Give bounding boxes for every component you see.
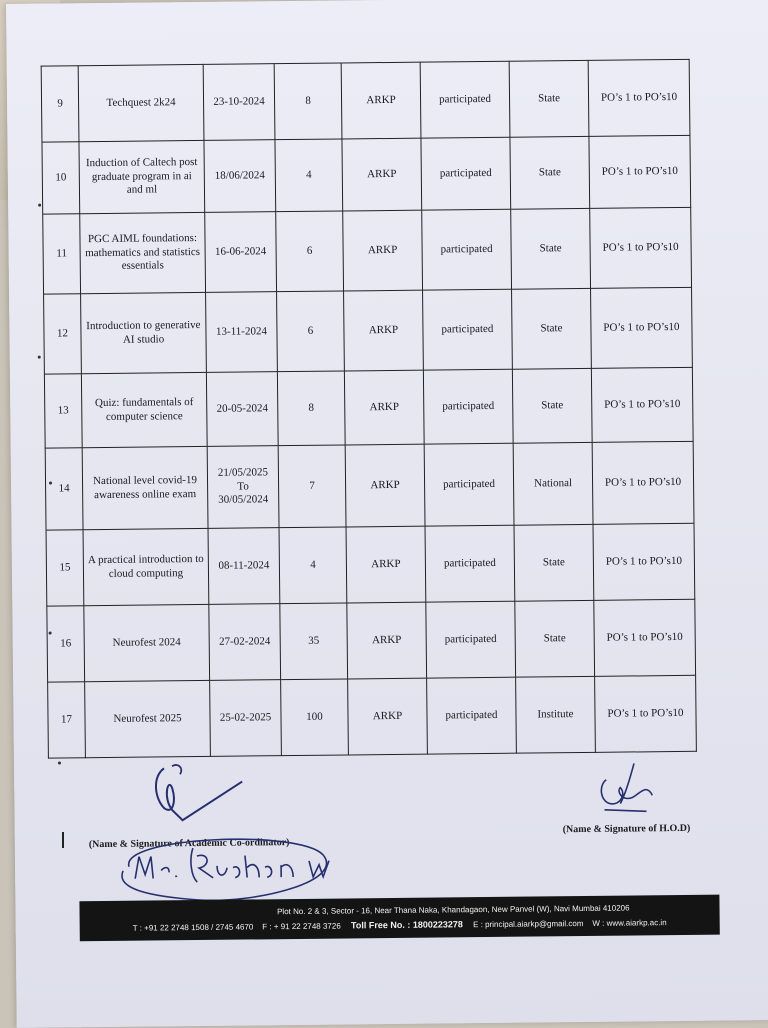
program-outcomes-cell: PO’s 1 to PO’s10 bbox=[590, 207, 692, 288]
participants-count-cell: 100 bbox=[281, 679, 349, 756]
program-outcomes-cell: PO’s 1 to PO’s10 bbox=[589, 135, 691, 208]
level-cell: State bbox=[511, 208, 591, 289]
status-cell: participated bbox=[425, 525, 515, 602]
status-cell: participated bbox=[424, 443, 514, 526]
date-cell: 21/05/2025 To 30/05/2024 bbox=[207, 446, 279, 529]
status-cell: participated bbox=[422, 209, 512, 290]
date-cell: 16-06-2024 bbox=[205, 212, 277, 293]
organizer-cell: ARKP bbox=[344, 290, 424, 371]
document-page bbox=[6, 0, 768, 1028]
activity-table-body bbox=[41, 59, 696, 758]
activity-name-cell: Techquest 2k24 bbox=[78, 64, 204, 141]
program-outcomes-cell: PO’s 1 to PO’s10 bbox=[593, 523, 695, 600]
organizer-cell: ARKP bbox=[342, 138, 422, 211]
organizer-cell: ARKP bbox=[344, 370, 424, 445]
participants-count-cell: 6 bbox=[277, 291, 345, 372]
program-outcomes-cell: PO’s 1 to PO’s10 bbox=[588, 59, 690, 136]
activity-name-cell: Induction of Caltech post graduate program in ai and ml bbox=[79, 140, 205, 213]
coordinator-signature-image bbox=[142, 757, 263, 828]
program-outcomes-cell: PO’s 1 to PO’s10 bbox=[592, 441, 694, 524]
participants-count-cell: 4 bbox=[279, 527, 347, 604]
status-cell: participated bbox=[427, 677, 517, 754]
serial-number-cell: 14 bbox=[45, 448, 83, 530]
program-outcomes-cell: PO’s 1 to PO’s10 bbox=[594, 599, 696, 676]
participants-count-cell: 8 bbox=[277, 371, 345, 446]
level-cell: Institute bbox=[516, 676, 596, 753]
status-cell: participated bbox=[426, 601, 516, 678]
organizer-cell: ARKP bbox=[346, 526, 426, 603]
table-row bbox=[45, 441, 694, 530]
status-cell: participated bbox=[420, 61, 510, 138]
activity-name-cell: National level covid-19 awareness online exam bbox=[82, 446, 208, 529]
organizer-cell: ARKP bbox=[347, 602, 427, 679]
participants-count-cell: 6 bbox=[276, 211, 344, 292]
date-cell: 20-05-2024 bbox=[206, 372, 278, 447]
date-cell: 25-02-2025 bbox=[210, 680, 282, 757]
footer-contact-line bbox=[80, 917, 720, 934]
activity-name-cell: Introduction to generative AI studio bbox=[81, 292, 207, 373]
program-outcomes-cell: PO’s 1 to PO’s10 bbox=[591, 287, 693, 368]
status-cell: participated bbox=[421, 137, 511, 210]
footer-website: W : www.aiarkp.ac.in bbox=[592, 918, 667, 928]
date-cell: 18/06/2024 bbox=[204, 140, 276, 213]
institution-footer bbox=[79, 895, 719, 942]
level-cell: State bbox=[512, 288, 592, 369]
coordinator-handwritten-name-image bbox=[109, 825, 340, 907]
footer-address: Plot No. 2 & 3, Sector - 16, Near Thana Naka, Khandagaon, New Panvel (W), Navi Mumbai 410206 bbox=[277, 903, 630, 917]
table-row bbox=[43, 207, 692, 294]
date-cell: 08-11-2024 bbox=[208, 528, 280, 605]
activity-table bbox=[41, 59, 697, 759]
participants-count-cell: 7 bbox=[278, 445, 346, 528]
table-row bbox=[44, 367, 693, 448]
margin-bar-mark bbox=[62, 832, 64, 848]
participants-count-cell: 4 bbox=[275, 139, 343, 212]
activity-name-cell: Neurofest 2025 bbox=[85, 680, 211, 757]
participants-count-cell: 8 bbox=[274, 63, 342, 140]
date-cell: 13-11-2024 bbox=[206, 292, 278, 373]
serial-number-cell: 13 bbox=[44, 374, 82, 448]
participants-count-cell: 35 bbox=[280, 603, 348, 680]
serial-number-cell: 15 bbox=[46, 530, 84, 606]
margin-dot bbox=[38, 356, 41, 359]
level-cell: National bbox=[513, 442, 593, 525]
coordinator-caption: (Name & Signature of Academic Co-ordinator) bbox=[88, 837, 290, 851]
status-cell: participated bbox=[423, 289, 513, 370]
footer-fax: F : + 91 22 2748 3726 bbox=[262, 921, 341, 932]
activity-name-cell: A practical introduction to cloud computing bbox=[83, 528, 209, 605]
level-cell: State bbox=[510, 136, 590, 209]
level-cell: State bbox=[515, 600, 595, 677]
date-cell: 27-02-2024 bbox=[209, 604, 281, 681]
footer-phone: T : +91 22 2748 1508 / 2745 4670 bbox=[132, 922, 254, 933]
level-cell: State bbox=[514, 524, 594, 601]
serial-number-cell: 16 bbox=[47, 606, 85, 682]
margin-dot bbox=[38, 204, 41, 207]
organizer-cell: ARKP bbox=[345, 444, 425, 527]
serial-number-cell: 10 bbox=[42, 142, 80, 214]
table-row bbox=[42, 135, 691, 214]
table-row bbox=[41, 59, 690, 142]
activity-name-cell: Neurofest 2024 bbox=[84, 604, 210, 681]
margin-dot bbox=[49, 482, 52, 485]
level-cell: State bbox=[509, 60, 589, 137]
margin-dot bbox=[49, 632, 52, 635]
table-row bbox=[47, 599, 696, 682]
date-cell: 23-10-2024 bbox=[203, 64, 275, 141]
footer-tollfree: Toll Free No. : 1800223278 bbox=[350, 919, 463, 931]
activity-name-cell: PGC AIML foundations: mathematics and statistics essentials bbox=[80, 212, 206, 293]
status-cell: participated bbox=[423, 369, 513, 444]
program-outcomes-cell: PO’s 1 to PO’s10 bbox=[595, 675, 697, 752]
hod-signature-image bbox=[586, 761, 667, 822]
serial-number-cell: 11 bbox=[43, 214, 81, 294]
serial-number-cell: 12 bbox=[44, 294, 82, 374]
footer-email: E : principal.aiarkp@gmail.com bbox=[473, 918, 584, 930]
table-row bbox=[46, 523, 695, 606]
serial-number-cell: 9 bbox=[41, 66, 79, 142]
program-outcomes-cell: PO’s 1 to PO’s10 bbox=[591, 367, 693, 442]
table-row bbox=[44, 287, 693, 374]
level-cell: State bbox=[512, 368, 592, 443]
serial-number-cell: 17 bbox=[48, 682, 86, 758]
organizer-cell: ARKP bbox=[341, 62, 421, 139]
margin-dot bbox=[58, 761, 61, 764]
hod-caption: (Name & Signature of H.O.D) bbox=[562, 822, 691, 836]
organizer-cell: ARKP bbox=[348, 678, 428, 755]
organizer-cell: ARKP bbox=[343, 210, 423, 291]
table-row bbox=[48, 675, 697, 758]
activity-name-cell: Quiz: fundamentals of computer science bbox=[81, 372, 207, 447]
